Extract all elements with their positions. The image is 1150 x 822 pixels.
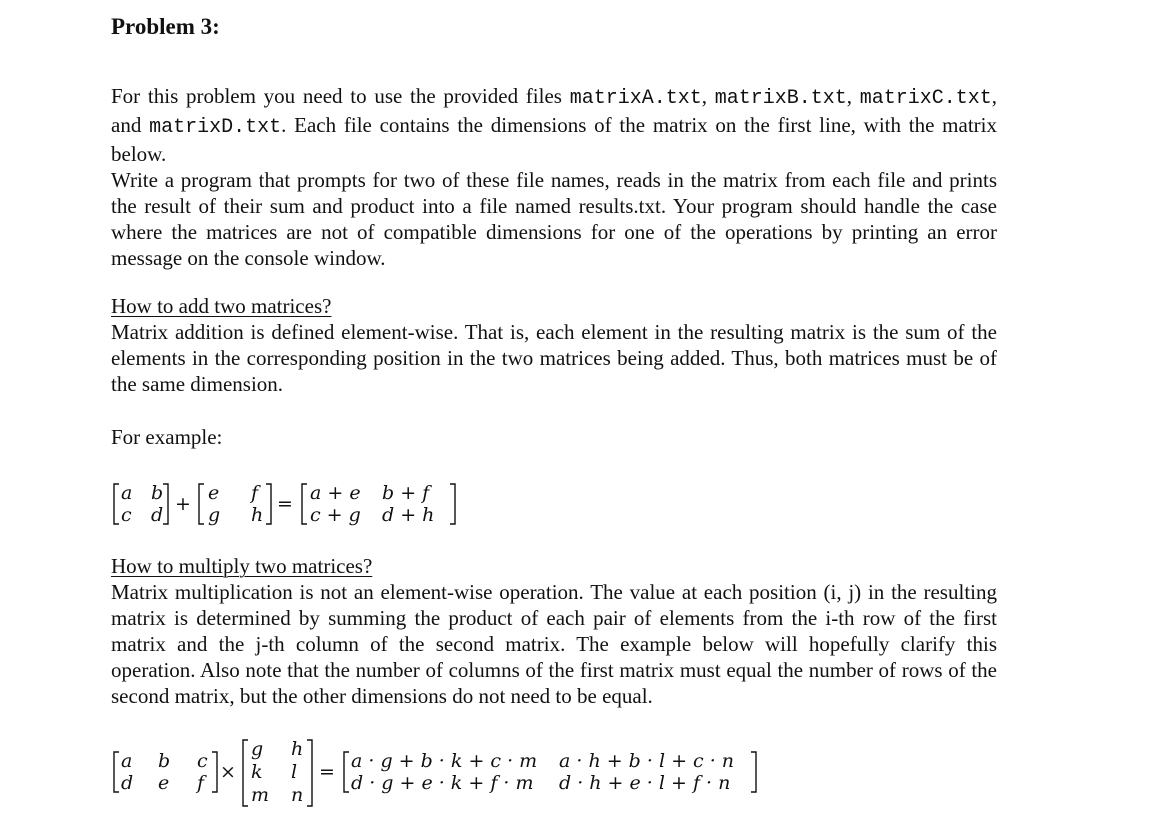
matrix-cell: n [291, 784, 304, 806]
intro-paragraph [111, 83, 997, 271]
matrix-cell: m [251, 784, 270, 806]
matrix-cell: d [151, 504, 164, 526]
matrix-cell: f [197, 772, 205, 794]
matrix-cell: g [208, 504, 221, 526]
matrix-cell: c [121, 504, 132, 526]
intro-separator: , [846, 84, 860, 108]
multiplication-body: Matrix multiplication is not an element-wise operation. The value at each position (i, j) in the resulting matrix is determined by summing the product of each pair of elements from the i-th row of the first matrix and the j-th column of the second matrix. The example below will hopefully clarify this operation. Also note that the number of columns of the first matrix must equal the number of rows of the second matrix, but the other dimensions do not need to be equal. [111, 580, 997, 708]
file-name-matrix-c: matrixC.txt [859, 87, 992, 110]
intro-text-suffix: . Each file contains the dimensions of the matrix on the first line, with the matrix below. [111, 113, 997, 166]
matrix-cell: a [121, 482, 133, 504]
matrix-cell: e [208, 482, 220, 504]
plus-operator: + [175, 493, 191, 515]
matrix-cell: f [251, 482, 259, 504]
bracket-right [307, 740, 312, 806]
equals-operator: = [277, 493, 293, 515]
matrix-cell: d + h [382, 504, 435, 526]
matrix-cell: e [158, 772, 170, 794]
matrix-cell: a · h + b · l + c · n [559, 750, 735, 772]
matrix-cell: k [251, 761, 263, 783]
matrix-cell: a [121, 750, 133, 772]
bracket-left [243, 740, 248, 806]
file-name-matrix-d: matrixD.txt [149, 116, 282, 139]
matrix-cell: d · h + e · l + f · n [559, 772, 731, 794]
bracket-right [163, 484, 168, 524]
matrix-cell: d [121, 772, 134, 794]
addition-section [111, 293, 997, 397]
bracket-right [751, 752, 756, 792]
matrix-cell: c [197, 750, 208, 772]
addition-heading: How to add two matrices? [111, 294, 332, 318]
matrix-cell: c + g [310, 504, 361, 526]
equals-operator: = [319, 761, 335, 783]
matrix-cell: b [158, 750, 171, 772]
matrix-cell: l [291, 761, 298, 783]
multiplication-section [111, 553, 997, 709]
bracket-left [302, 484, 307, 524]
intro-text-prefix: For this problem you need to use the provided files [111, 84, 570, 108]
matrix-cell: b + f [382, 482, 430, 504]
bracket-right [266, 484, 271, 524]
matrix-cell: h [251, 504, 264, 526]
bracket-left [344, 752, 349, 792]
matrix-cell: d · g + e · k + f · m [351, 772, 534, 794]
bracket-left [114, 484, 119, 524]
times-operator: × [220, 761, 236, 783]
intro-separator: , and [111, 84, 998, 137]
example-label: For example: [111, 425, 223, 449]
file-name-matrix-a: matrixA.txt [569, 87, 702, 110]
problem-title: Problem 3: [111, 14, 220, 39]
bracket-left [199, 484, 204, 524]
matrix-cell: a · g + b · k + c · m [351, 750, 538, 772]
bracket-left [114, 752, 119, 792]
matrix-cell: g [251, 738, 264, 760]
task-description: Write a program that prompts for two of these file names, reads in the matrix from each file and prints the result of their sum and product into a file named results.txt. Your program should handle the case where the matrices are not of compatible dimensions for one of the operations by printing an error message on the console window. [111, 168, 997, 270]
matrix-cell: h [291, 738, 304, 760]
bracket-right [450, 484, 455, 524]
multiplication-heading: How to multiply two matrices? [111, 554, 373, 578]
addition-body: Matrix addition is defined element-wise. That is, each element in the resulting matrix is the sum of the elements in the corresponding position in the two matrices being added. Thus, both matrices must be of the same dimension. [111, 320, 997, 396]
matrix-cell: b [151, 482, 164, 504]
matrix-cell: a + e [310, 482, 361, 504]
file-name-matrix-b: matrixB.txt [714, 87, 847, 110]
bracket-right [212, 752, 217, 792]
multiplication-equation [111, 730, 771, 815]
intro-separator: , [701, 84, 715, 108]
addition-equation [111, 472, 471, 534]
